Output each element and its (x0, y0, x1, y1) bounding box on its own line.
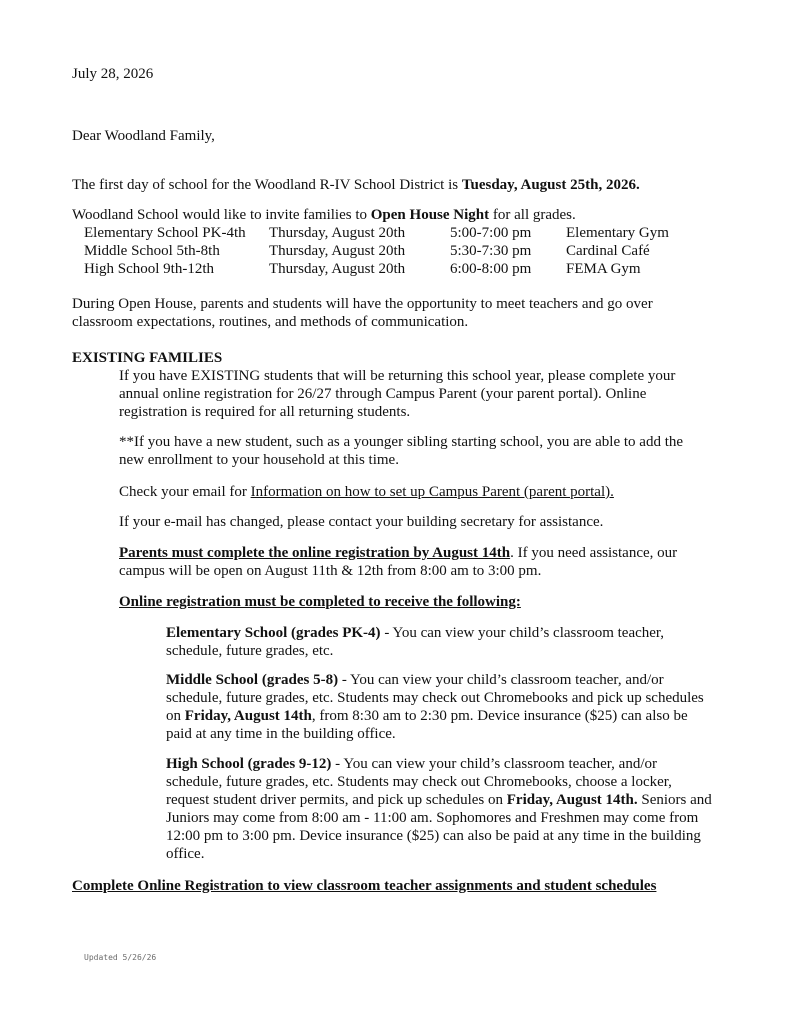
schedule-row (84, 224, 724, 242)
schedule-location: Cardinal Café (566, 243, 650, 259)
schedule-row (84, 260, 724, 278)
first-day-date: Tuesday, August 25th, 2026. (461, 177, 640, 193)
email-instructions (119, 483, 719, 501)
high-text-2: Seniors and Juniors may come from 8:00 am - 11:00 am. Sophomores and Freshmen may come from 12:00 pm to 3:00 pm. Device insurance ($25) can also be paid at any time in the building office. (166, 792, 712, 862)
elementary-title: Elementary School (grades PK-4) (166, 625, 381, 641)
high-title: High School (grades 9-12) (166, 756, 332, 772)
middle-date: Friday, August 14th (184, 708, 312, 724)
first-day-text: The first day of school for the Woodland R-IV School District is (72, 177, 462, 193)
schedule-time: 5:30-7:30 pm (450, 243, 532, 259)
existing-families-heading: EXISTING FAMILIES (72, 350, 223, 366)
email-changed-note: If your e-mail has changed, please contact your building secretary for assistance. (119, 514, 604, 530)
updated-footer: Updated 5/26/26 (84, 953, 157, 962)
registration-deadline (119, 544, 704, 580)
middle-text-2: , from 8:30 am to 2:30 pm. Device insurance ($25) can also be paid at any time in the building office. (166, 708, 688, 742)
existing-paragraph-2: **If you have a new student, such as a younger sibling starting school, you are able to add the new enrollment to your household at this time. (119, 434, 684, 468)
schedule-location: FEMA Gym (566, 261, 641, 277)
schedule-time: 5:00-7:00 pm (450, 225, 532, 241)
salutation: Dear Woodland Family, (72, 128, 215, 144)
schedule-row (84, 242, 724, 260)
schedule-location: Elementary Gym (566, 225, 669, 241)
schedule-date: Thursday, August 20th (269, 261, 406, 277)
middle-school-info (166, 671, 714, 743)
requirements-heading: Online registration must be completed to receive the following: (119, 594, 521, 610)
elementary-info (166, 624, 696, 660)
middle-title: Middle School (grades 5-8) (166, 672, 339, 688)
campus-parent-info-link[interactable]: Information on how to set up Campus Parent (parent portal). (250, 484, 614, 500)
closing-statement: Complete Online Registration to view classroom teacher assignments and student schedules (72, 878, 657, 894)
email-instructions-text: Check your email for (119, 484, 251, 500)
schedule-time: 6:00-8:00 pm (450, 261, 532, 277)
high-text-1: - You can view your child’s classroom teacher, and/or schedule, future grades, etc. Students may check out Chromebooks, choose a locker, request student driver permits, and pick up schedules on (166, 756, 672, 808)
schedule-school: Middle School 5th-8th (84, 243, 220, 259)
schedule-school: Elementary School PK-4th (84, 225, 246, 241)
middle-text-1: - You can view your child’s classroom teacher, and/or schedule, future grades, etc. Students may check out Chromebooks and pick up schedules on (166, 672, 704, 724)
open-house-intro-before: Woodland School would like to invite families to (72, 207, 371, 223)
high-date: Friday, August 14th. (506, 792, 638, 808)
open-house-night: Open House Night (370, 207, 490, 223)
registration-deadline-text: . If you need assistance, our campus will be open on August 11th & 12th from 8:00 am to 3:00 pm. (119, 545, 678, 579)
first-day-notice (72, 176, 712, 194)
schedule-date: Thursday, August 20th (269, 225, 406, 241)
schedule-school: High School 9th-12th (84, 261, 214, 277)
open-house-intro-after: for all grades. (489, 207, 576, 223)
letter-date: July 28, 2026 (72, 66, 154, 82)
open-house-intro (72, 206, 712, 224)
existing-paragraph-1: If you have EXISTING students that will be returning this school year, please complete your annual online registration for 26/27 through Campus Parent (your parent portal). Online registration is required for all returning students. (119, 368, 676, 420)
schedule-date: Thursday, August 20th (269, 243, 406, 259)
elementary-text: - You can view your child’s classroom teacher, schedule, future grades, etc. (166, 625, 665, 659)
registration-deadline-bold: Parents must complete the online registration by August 14th (119, 545, 511, 561)
open-house-description: During Open House, parents and students will have the opportunity to meet teachers and go over classroom expectations, routines, and methods of communication. (72, 296, 653, 330)
high-school-info (166, 755, 716, 863)
